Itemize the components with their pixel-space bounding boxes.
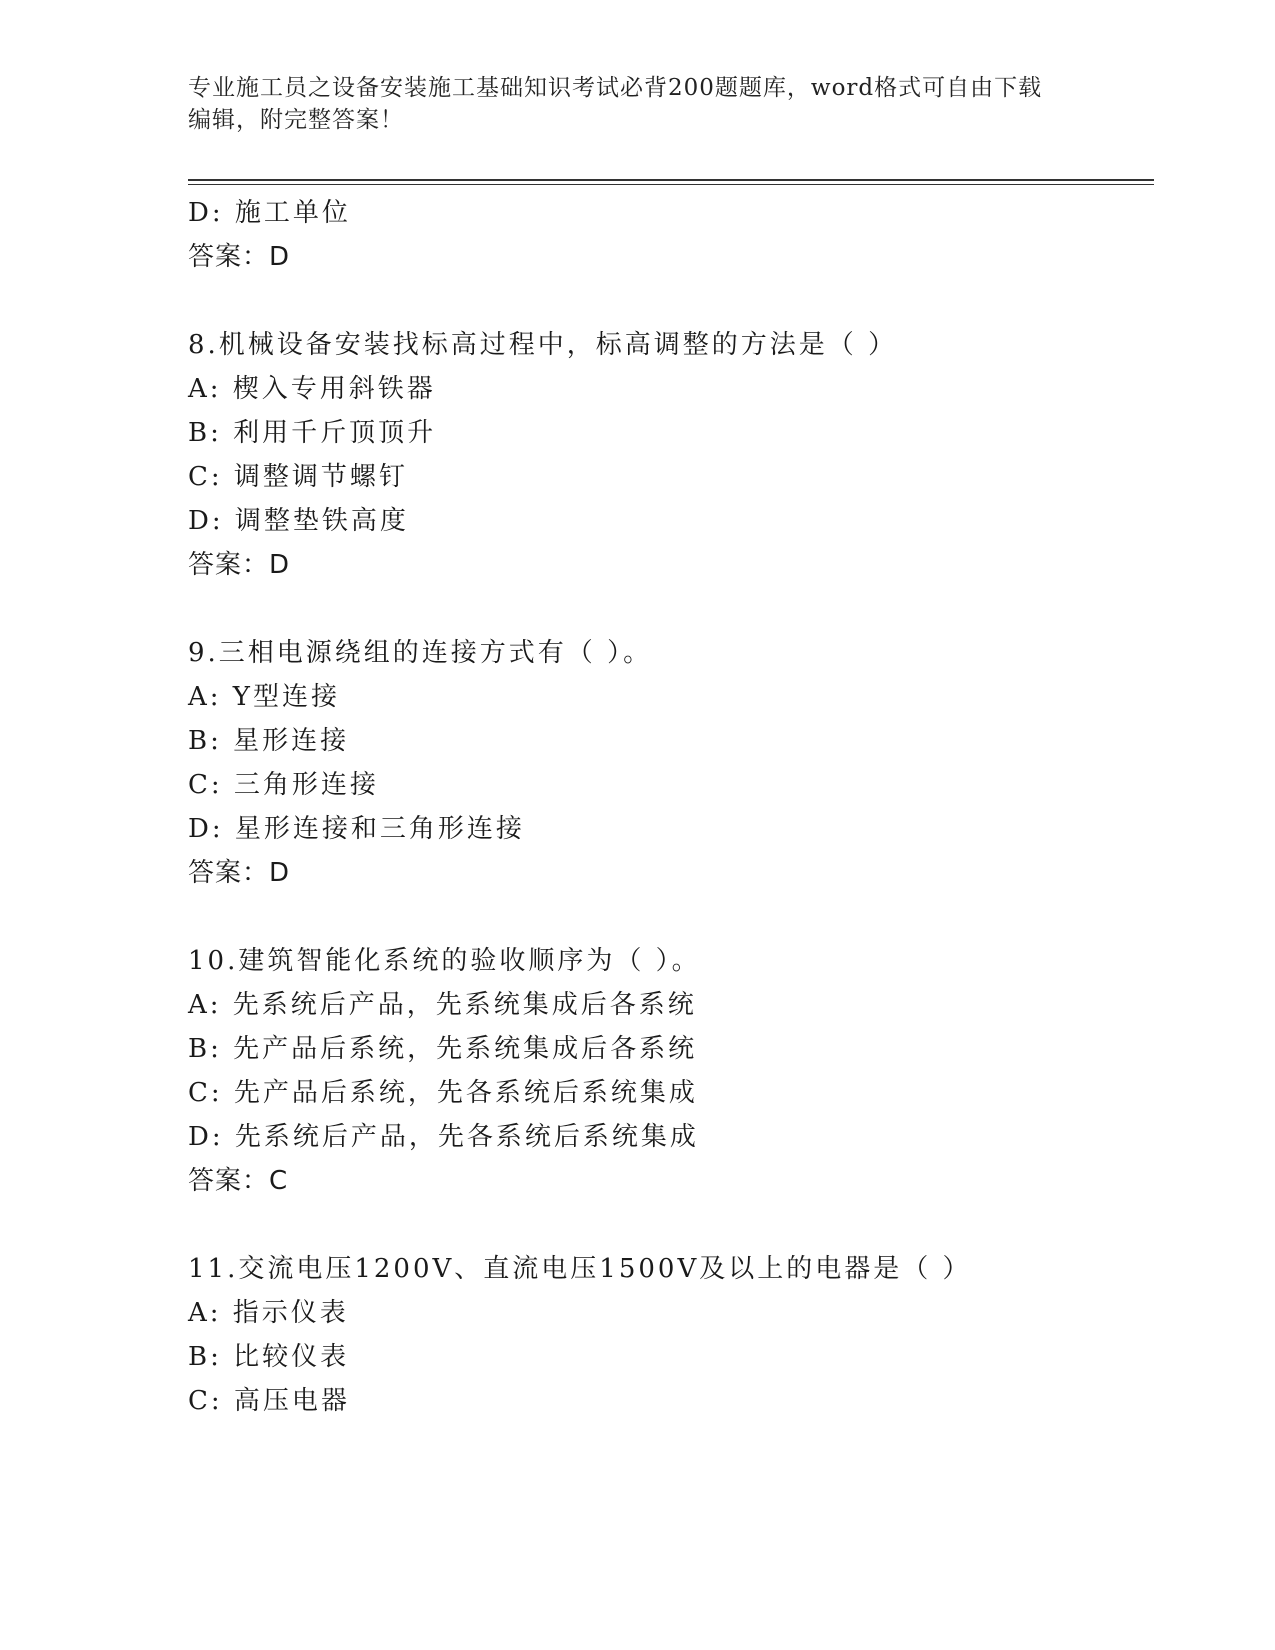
header-line-1: 专业施工员之设备安装施工基础知识考试必背200题题库，word格式可自由下载 bbox=[188, 75, 1043, 101]
answer: 答案：D bbox=[188, 550, 291, 580]
option-d: D: 星形连接和三角形连接 bbox=[188, 814, 525, 844]
header-rule-thick bbox=[188, 179, 1154, 181]
option-a: A: 指示仪表 bbox=[188, 1298, 349, 1328]
option-c: C: 先产品后系统，先各系统后系统集成 bbox=[188, 1078, 698, 1108]
option-c: C: 高压电器 bbox=[188, 1386, 350, 1416]
option-d: D: 施工单位 bbox=[188, 198, 351, 228]
option-a: A: Y型连接 bbox=[188, 682, 340, 712]
header-line-2: 编辑，附完整答案！ bbox=[188, 107, 404, 133]
option-a: A: 楔入专用斜铁器 bbox=[188, 374, 436, 404]
option-b: B: 利用千斤顶顶升 bbox=[188, 418, 437, 448]
header-rule-thin bbox=[188, 184, 1154, 185]
document-header bbox=[188, 72, 1088, 136]
answer: 答案：D bbox=[188, 858, 291, 888]
question-stem: 10.建筑智能化系统的验收顺序为（ ）。 bbox=[188, 946, 701, 976]
option-d: D: 先系统后产品，先各系统后系统集成 bbox=[188, 1122, 699, 1152]
question-stem: 8.机械设备安装找标高过程中，标高调整的方法是（ ） bbox=[188, 330, 898, 360]
question-stem: 9.三相电源绕组的连接方式有（ ）。 bbox=[188, 638, 653, 668]
answer: 答案：D bbox=[188, 242, 291, 272]
option-d: D: 调整垫铁高度 bbox=[188, 506, 409, 536]
option-b: B: 比较仪表 bbox=[188, 1342, 350, 1372]
option-a: A: 先系统后产品，先系统集成后各系统 bbox=[188, 990, 697, 1020]
answer: 答案：C bbox=[188, 1166, 289, 1196]
question-stem: 11.交流电压1200V、直流电压1500V及以上的电器是（ ） bbox=[188, 1254, 972, 1284]
option-c: C: 三角形连接 bbox=[188, 770, 379, 800]
option-c: C: 调整调节螺钉 bbox=[188, 462, 408, 492]
option-b: B: 星形连接 bbox=[188, 726, 350, 756]
option-b: B: 先产品后系统，先系统集成后各系统 bbox=[188, 1034, 698, 1064]
